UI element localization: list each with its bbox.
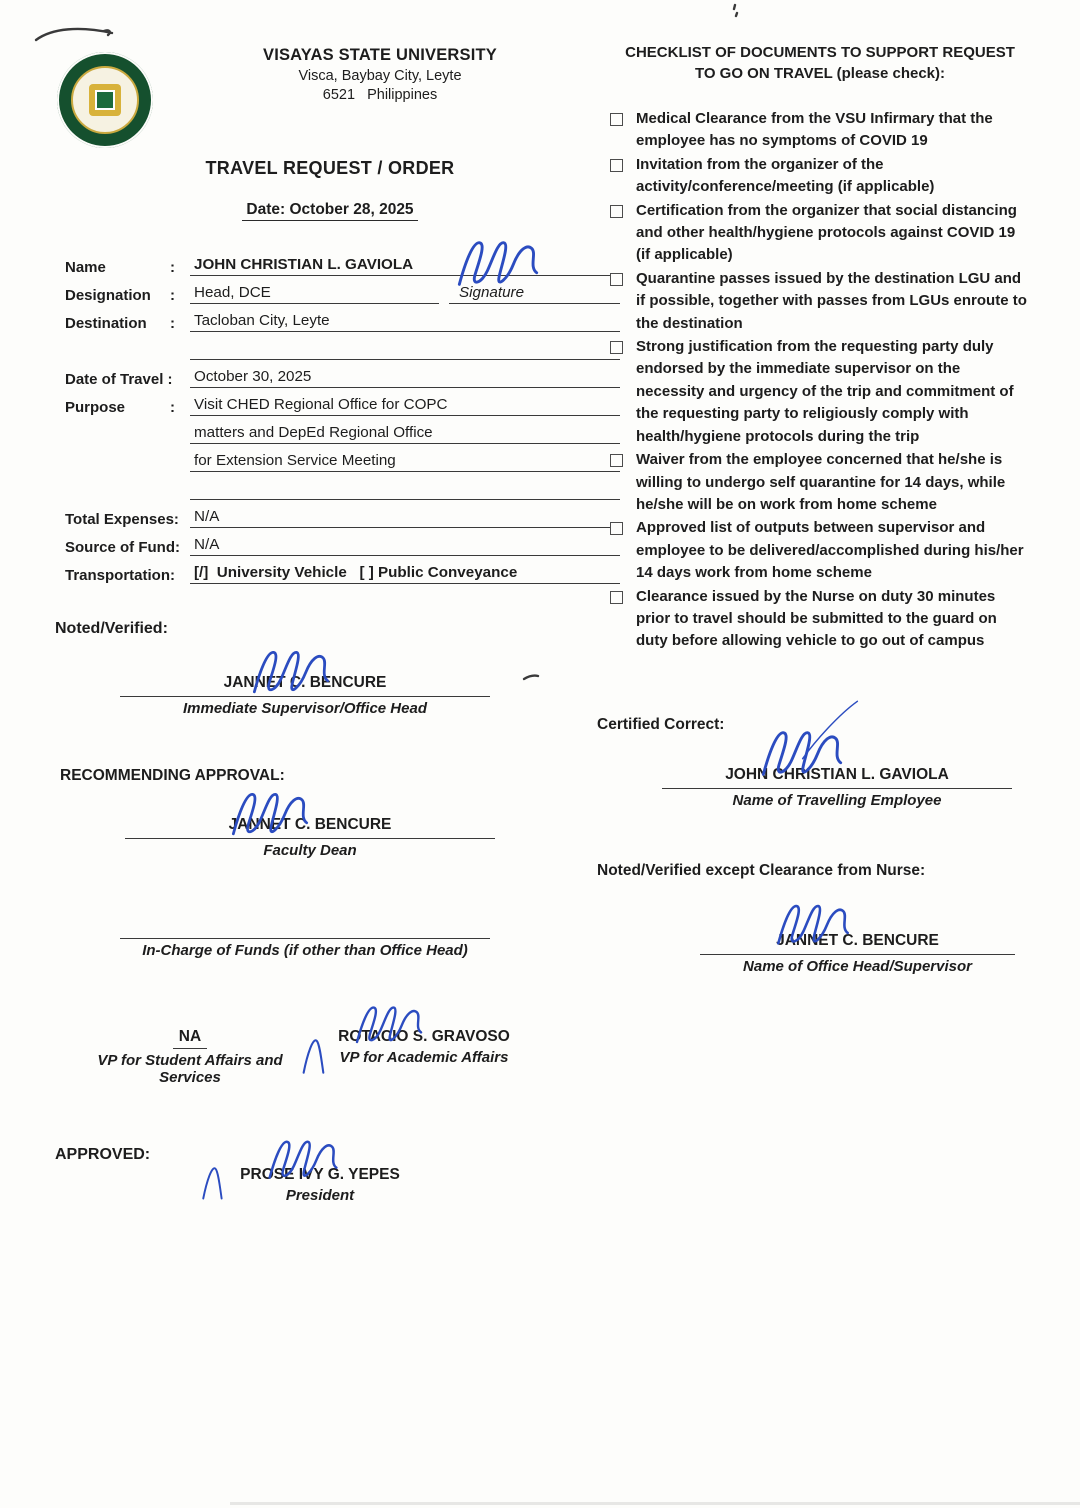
name-value: JOHN CHRISTIAN L. GAVIOLA — [190, 256, 620, 276]
transportation-value: [/] University Vehicle [ ] Public Conveyance — [190, 564, 620, 584]
expenses-value: N/A — [190, 508, 620, 528]
vsu-seal — [57, 52, 153, 148]
checkbox-icon — [610, 159, 623, 172]
checklist-item — [610, 586, 1030, 653]
checkbox-icon — [610, 454, 623, 467]
funds-signature-block — [120, 916, 490, 959]
travel-request-form — [40, 248, 620, 584]
checklist-item — [610, 517, 1030, 584]
vpaa-name: ROTACIO S. GRAVOSO — [338, 1028, 510, 1045]
field-row-destination — [65, 304, 620, 332]
dean-name: JANNET C. BENCURE — [228, 816, 392, 833]
designation-label: Designation — [65, 287, 151, 304]
field-row-transportation — [65, 556, 620, 584]
colon: : — [170, 315, 175, 332]
signature-caption: Signature — [459, 284, 525, 301]
colon: : — [170, 259, 175, 276]
signature-gravoso — [348, 1002, 430, 1050]
purpose-label: Purpose — [65, 399, 126, 416]
dean-title: Faculty Dean — [263, 842, 357, 859]
checklist-item-text: Clearance issued by the Nurse on duty 30 minutes prior to travel should be submitted to the guard on duty before allowing vehicle to go out of campus — [636, 587, 997, 650]
president-title: President — [285, 1187, 355, 1204]
certified-correct-label: Certified Correct: — [597, 716, 725, 733]
pen-mark-top-right — [730, 2, 744, 18]
transportation-label: Transportation: — [65, 567, 176, 584]
checkbox-icon — [610, 113, 623, 126]
pen-mark-top-left — [34, 24, 116, 46]
pen-mark-dash — [522, 672, 540, 682]
purpose-line1: Visit CHED Regional Office for COPC — [190, 396, 620, 416]
supervisor-name: JANNET C. BENCURE — [223, 674, 387, 691]
blank-rule — [190, 497, 620, 500]
checklist-item-text: Quarantine passes issued by the destination LGU and if possible, together with passes from LGUs enroute to the destination — [636, 269, 1027, 332]
pen-caret-vpaa — [298, 1030, 328, 1078]
letterhead — [170, 46, 590, 103]
signature-bencure-recommending — [222, 788, 318, 843]
funds-title: In-Charge of Funds (if other than Office Head) — [142, 942, 468, 959]
vpsas-name: NA — [173, 1028, 207, 1049]
document-date: Date: October 28, 2025 — [242, 201, 417, 221]
vsu-seal-ring — [71, 66, 139, 134]
fund-label: Source of Fund: — [65, 539, 180, 556]
president-name: PROSE IVY G. YEPES — [240, 1166, 400, 1183]
checklist-item — [610, 268, 1030, 335]
noted-verified-label: Noted/Verified: — [55, 620, 168, 637]
field-row-date-of-travel — [65, 360, 620, 388]
signature-bencure-office-head — [765, 900, 861, 952]
checklist-heading-line1: CHECKLIST OF DOCUMENTS TO SUPPORT REQUEST — [625, 44, 1015, 61]
blank-rule-row — [65, 332, 620, 360]
employee-name: JOHN CHRISTIAN L. GAVIOLA — [725, 766, 949, 783]
signature-bencure-noted — [243, 646, 339, 701]
vpsas-title: VP for Student Affairs and Services — [97, 1052, 283, 1086]
scan-artifact — [230, 1502, 1080, 1505]
document-title: TRAVEL REQUEST / ORDER — [205, 158, 455, 178]
office-head-name: JANNET C. BENCURE — [776, 932, 939, 949]
blank-rule-row — [65, 472, 620, 500]
checklist-heading — [600, 42, 1040, 84]
checklist-item-text: Medical Clearance from the VSU Infirmary that the employee has no symptoms of COVID 19 — [636, 110, 993, 150]
checklist-item — [610, 200, 1030, 267]
checkbox-icon — [610, 205, 623, 218]
checkbox-icon — [610, 341, 623, 354]
checklist-heading-line2: TO GO ON TRAVEL (please check): — [694, 65, 946, 82]
signature-yepes — [260, 1136, 346, 1186]
expenses-label: Total Expenses: — [65, 511, 179, 528]
checkbox-icon — [610, 522, 623, 535]
field-row-fund — [65, 528, 620, 556]
document-title-block — [40, 158, 620, 221]
colon: : — [170, 287, 175, 304]
checkbox-icon — [610, 273, 623, 286]
checklist-item-text: Invitation from the organizer of the activity/conference/meeting (if applicable) — [636, 155, 935, 196]
checklist-item-text: Strong justification from the requesting party duly endorsed by the immediate supervisor on the necessity and urgency of the trip and commitment of the requesting party to religiously comply with health/hygiene protocols during the trip — [636, 338, 1014, 445]
checklist-item-text: Approved list of outputs between supervisor and employee to be delivered/accomplished during his/her 14 days work from home scheme — [636, 519, 1024, 582]
checkbox-icon — [610, 591, 623, 604]
checklist-item-text: Certification from the organizer that social distancing and other health/hygiene protocols against COVID 19 (if applicable) — [636, 201, 1017, 264]
field-row-purpose — [65, 388, 620, 416]
checklist-item — [610, 108, 1030, 153]
checklist-item — [610, 449, 1030, 516]
blank-rule — [190, 357, 620, 360]
university-name: VISAYAS STATE UNIVERSITY — [262, 46, 498, 64]
supervisor-title: Immediate Supervisor/Office Head — [183, 700, 427, 717]
pen-caret-president — [198, 1158, 226, 1204]
checklist-item — [610, 336, 1030, 448]
vsu-seal-emblem-center — [95, 90, 115, 110]
designation-value: Head, DCE — [190, 284, 439, 304]
office-head-title: Name of Office Head/Supervisor — [743, 958, 972, 975]
field-row-purpose-cont — [65, 416, 620, 444]
fund-value: N/A — [190, 536, 620, 556]
signature-gaviola-certified-flick — [800, 682, 860, 778]
university-address-line1: Visca, Baybay City, Leyte — [298, 68, 462, 84]
name-label: Name — [65, 259, 106, 276]
field-row-expenses — [65, 500, 620, 528]
field-row-purpose-cont — [65, 444, 620, 472]
signature-gaviola — [448, 236, 548, 294]
destination-label: Destination — [65, 315, 147, 332]
recommending-approval-label: RECOMMENDING APPROVAL: — [60, 767, 285, 784]
noted-except-nurse-label: Noted/Verified except Clearance from Nurse: — [597, 862, 926, 879]
checklist — [610, 108, 1030, 654]
date-of-travel-label: Date of Travel : — [65, 371, 173, 388]
employee-title: Name of Travelling Employee — [732, 792, 942, 809]
checklist-item-text: Waiver from the employee concerned that he/she is willing to undergo self quarantine for 14 days, while he/she will be on work from home scheme — [636, 451, 1006, 513]
vpsas-signature-block — [95, 1028, 285, 1086]
colon: : — [170, 399, 175, 416]
date-of-travel-value: October 30, 2025 — [190, 368, 620, 388]
vsu-seal-emblem — [89, 84, 121, 116]
checklist-item — [610, 154, 1030, 199]
purpose-line3: for Extension Service Meeting — [190, 452, 620, 472]
vpaa-title: VP for Academic Affairs — [339, 1049, 509, 1066]
signature-line — [120, 916, 490, 939]
approved-label: APPROVED: — [55, 1146, 151, 1163]
destination-value: Tacloban City, Leyte — [190, 312, 620, 332]
purpose-line2: matters and DepEd Regional Office — [190, 424, 620, 444]
university-address-line2: 6521 Philippines — [322, 87, 438, 103]
